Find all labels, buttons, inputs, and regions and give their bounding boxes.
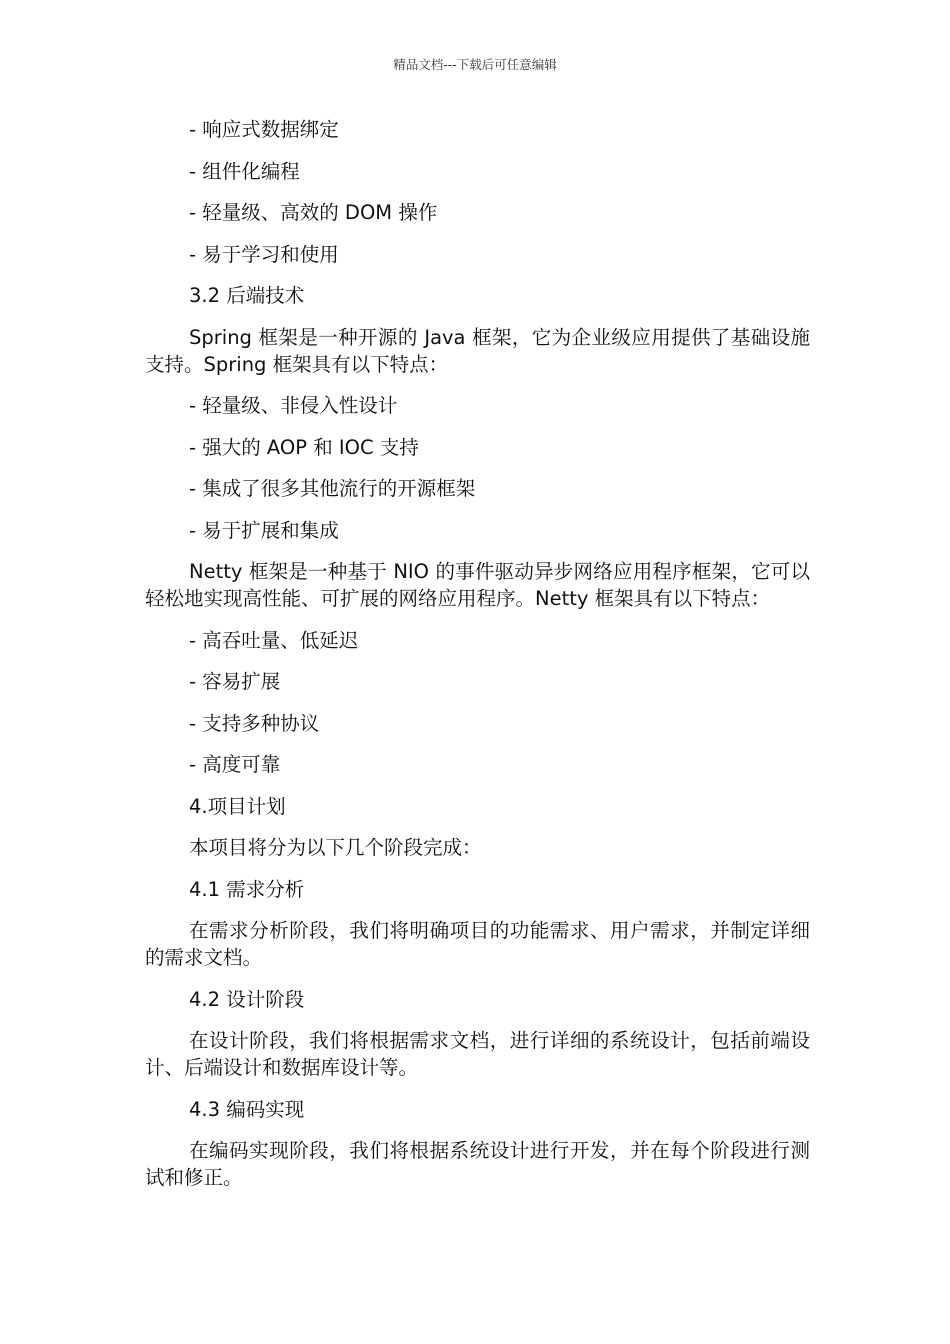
list-item-extensible: - 易于扩展和集成 [189, 518, 339, 542]
paragraph-netty-intro: Netty 框架是一种基于 NIO 的事件驱动异步网络应用程序框架，它可以轻松地实现高性能、可扩展的网络应用程序。Netty 框架具有以下特点： [145, 560, 810, 610]
section-heading-implementation: 4.3 编码实现 [189, 1097, 305, 1121]
section-heading-requirements: 4.1 需求分析 [189, 877, 305, 901]
paragraph-requirements: 在需求分析阶段，我们将明确项目的功能需求、用户需求，并制定详细的需求文档。 [145, 919, 810, 969]
list-item-easy-to-learn: - 易于学习和使用 [189, 242, 339, 266]
list-item-component-programming: - 组件化编程 [189, 159, 300, 183]
section-heading-backend: 3.2 后端技术 [189, 284, 305, 307]
list-item-lightweight-dom: - 轻量级、高效的 DOM 操作 [189, 201, 438, 224]
document-body [145, 116, 810, 1206]
paragraph-phases-intro: 本项目将分为以下几个阶段完成： [189, 836, 482, 859]
list-item-integrations: - 集成了很多其他流行的开源框架 [189, 477, 476, 500]
section-heading-design: 4.2 设计阶段 [189, 987, 305, 1011]
list-item-protocols: - 支持多种协议 [189, 711, 320, 735]
paragraph-implementation: 在编码实现阶段，我们将根据系统设计进行开发，并在每个阶段进行测试和修正。 [145, 1139, 810, 1189]
list-item-non-invasive: - 轻量级、非侵入性设计 [189, 394, 398, 417]
list-item-easy-extend: - 容易扩展 [189, 670, 281, 693]
page-header: 精品文档---下载后可任意编辑 [393, 57, 557, 72]
list-item-aop-ioc: - 强大的 AOP 和 IOC 支持 [189, 435, 419, 459]
list-item-throughput: - 高吞吐量、低延迟 [189, 628, 359, 652]
section-heading-project-plan: 4.项目计划 [189, 794, 286, 818]
paragraph-spring-intro: Spring 框架是一种开源的 Java 框架，它为企业级应用提供了基础设施支持。Spring 框架具有以下特点： [145, 325, 810, 376]
paragraph-design: 在设计阶段，我们将根据需求文档，进行详细的系统设计，包括前端设计、后端设计和数据库设计等。 [145, 1029, 810, 1079]
list-item-reactive-binding: - 响应式数据绑定 [189, 118, 339, 141]
list-item-reliable: - 高度可靠 [189, 753, 281, 776]
